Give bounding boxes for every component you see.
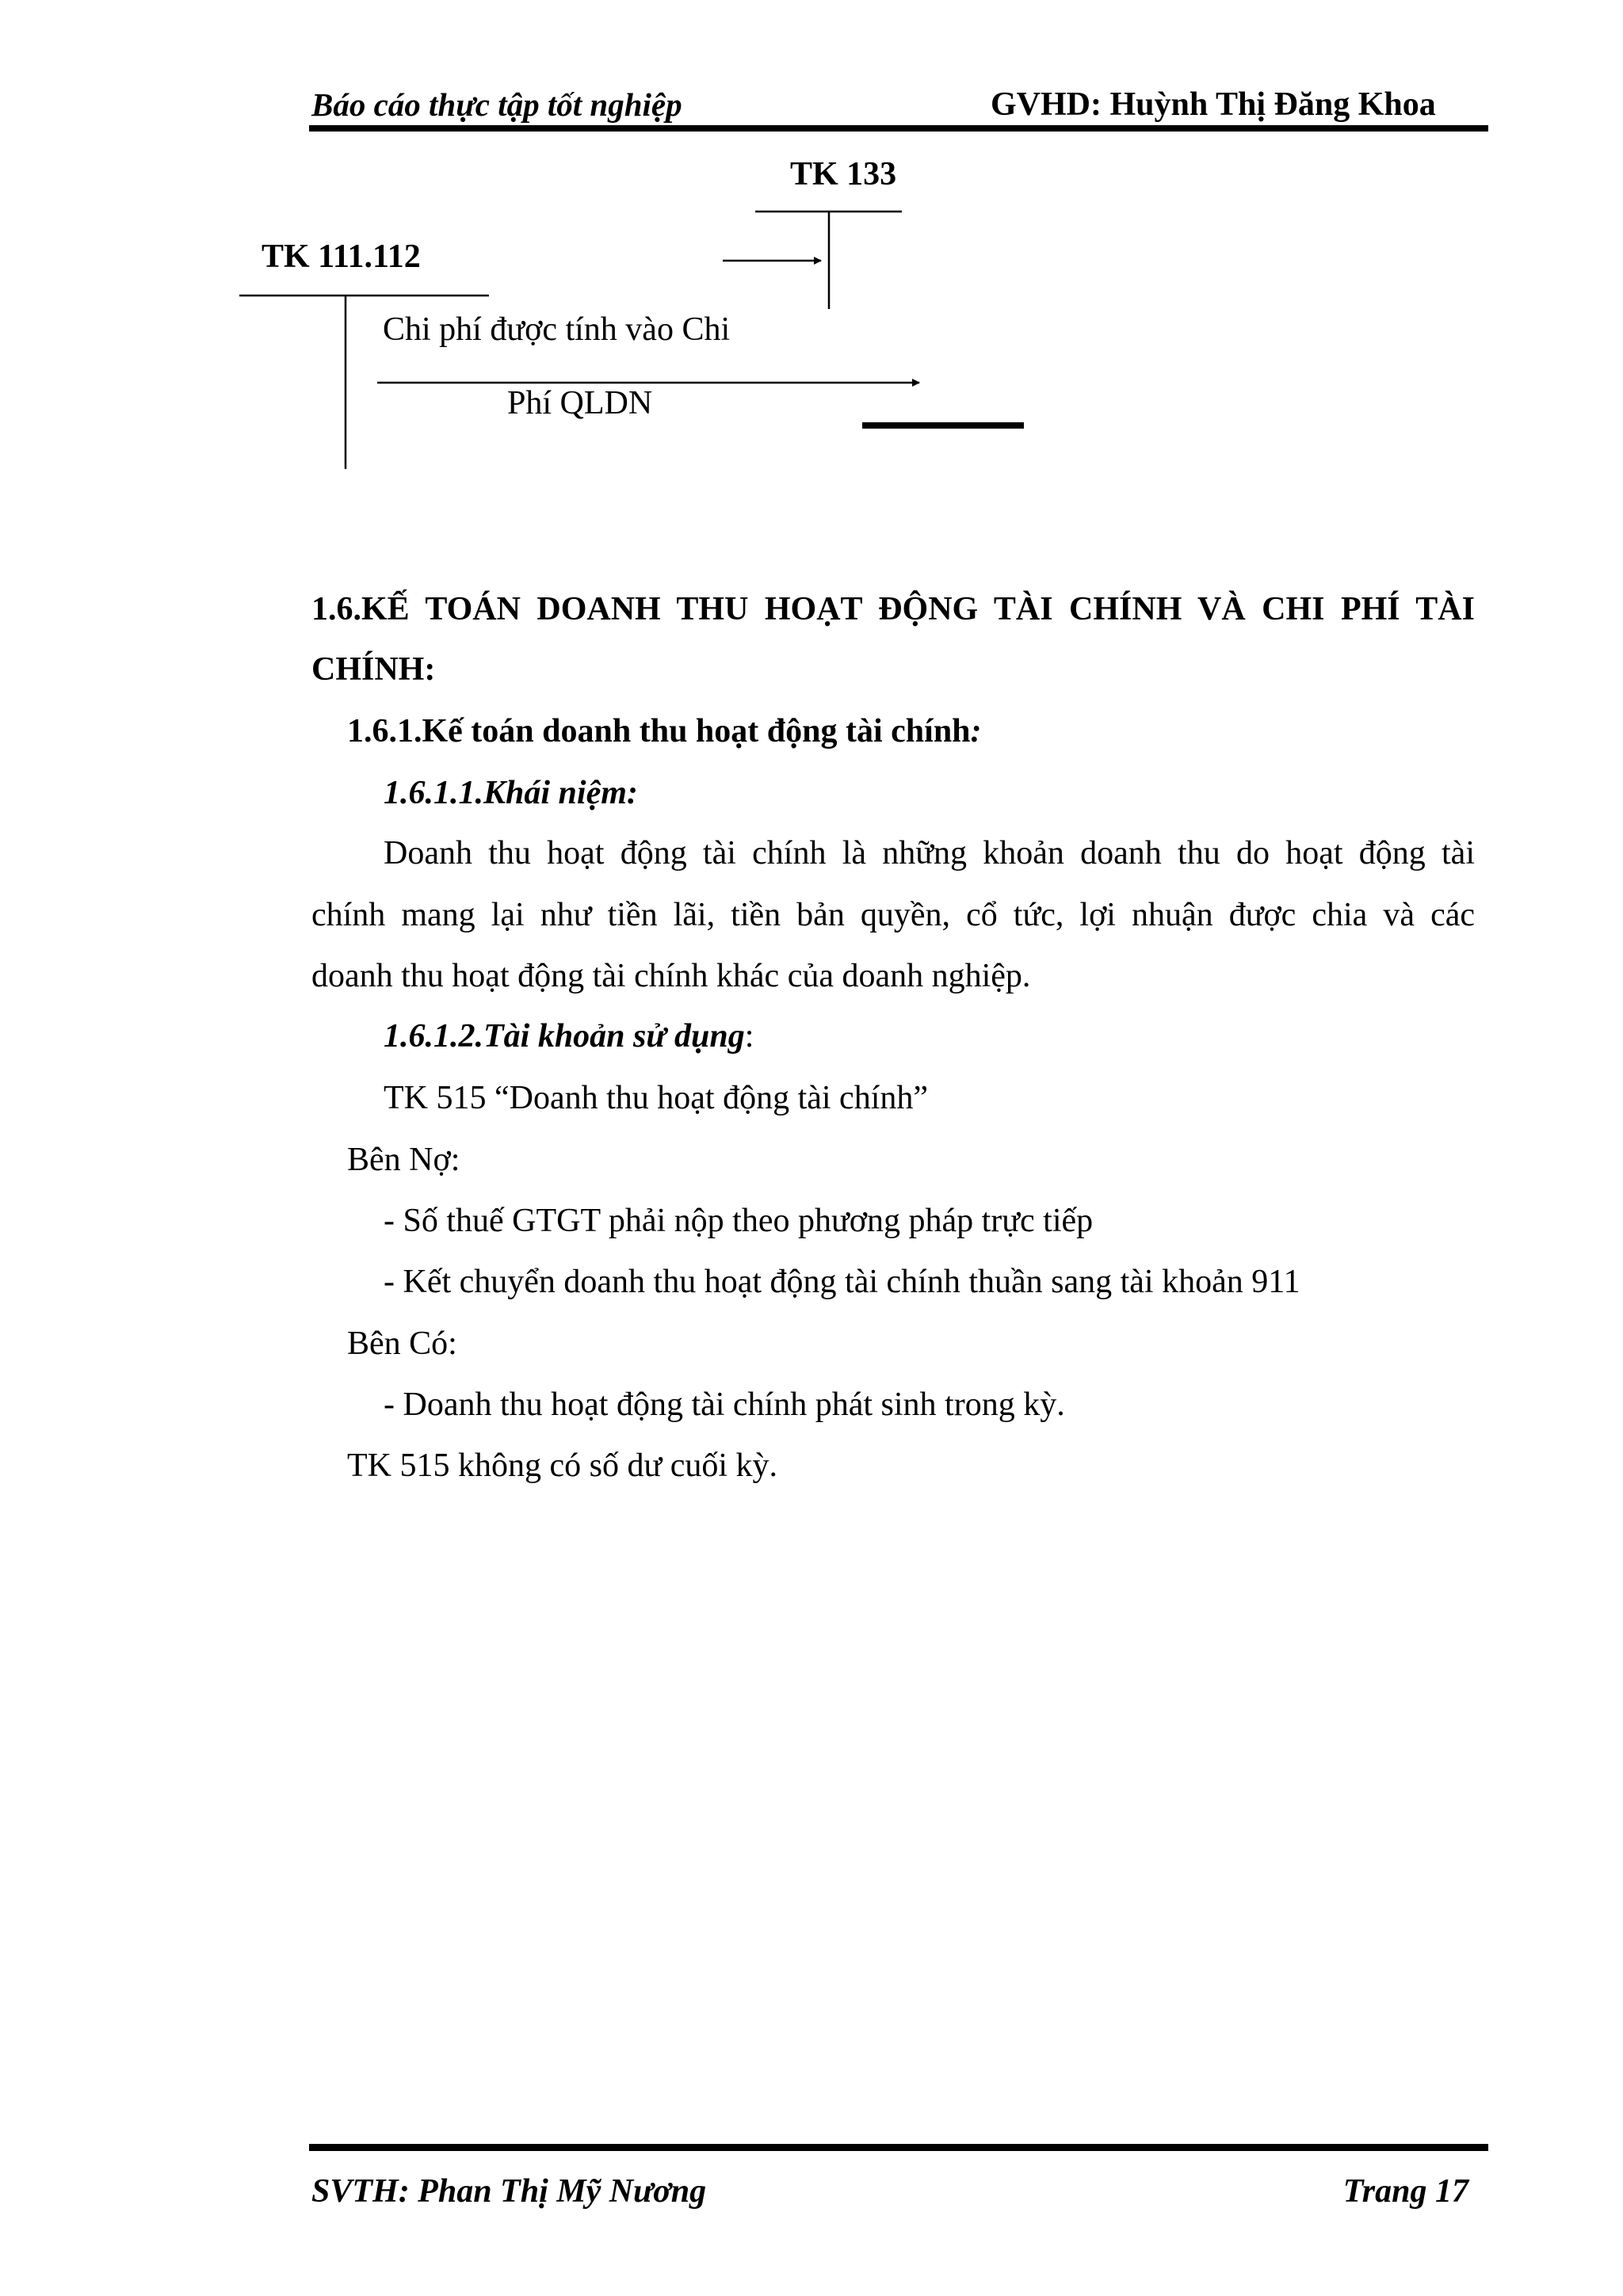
- paragraph-line3: doanh thu hoạt động tài chính khác của doanh nghiệp.: [311, 958, 1031, 994]
- arrow-text-line2: Phí QLDN: [507, 385, 653, 421]
- paragraph-line2: chính mang lại như tiền lãi, tiền bản quyền, cổ tức, lợi nhuận được chia và các: [311, 897, 1475, 933]
- tk133-label: TK 133: [790, 156, 897, 193]
- tk515-title: TK 515 “Doanh thu hoạt động tài chính”: [384, 1080, 929, 1116]
- subsection-1-6-1-2: [384, 1017, 754, 1055]
- subsection-1-6-1-2-colon: :: [744, 1018, 754, 1055]
- tk111-label: TK 111.112: [262, 238, 421, 275]
- ben-co-item-1: - Doanh thu hoạt động tài chính phát sinh trong kỳ.: [384, 1386, 1065, 1423]
- paragraph-line1: Doanh thu hoạt động tài chính là những khoản doanh thu do hoạt động tài: [384, 835, 1475, 871]
- footer-page-number: Trang 17: [1342, 2173, 1468, 2210]
- section-heading-line2: CHÍNH:: [311, 651, 436, 688]
- subsection-1-6-1-1: 1.6.1.1.Khái niệm:: [384, 775, 638, 811]
- subsection-1-6-1: [347, 712, 982, 750]
- ben-no-item-2: - Kết chuyển doanh thu hoạt động tài chính thuần sang tài khoản 911: [384, 1264, 1300, 1300]
- header-right-advisor: GVHD: Huỳnh Thị Đăng Khoa: [991, 86, 1436, 123]
- subsection-1-6-1-2-text: 1.6.1.2.Tài khoản sử dụng: [384, 1018, 745, 1055]
- section-heading-line1: 1.6.KẾ TOÁN DOANH THU HOẠT ĐỘNG TÀI CHÍNH VÀ CHI PHÍ TÀI: [311, 591, 1475, 627]
- footer-student: SVTH: Phan Thị Mỹ Nương: [311, 2173, 707, 2210]
- arrow-text-line1: Chi phí được tính vào Chi: [383, 311, 731, 348]
- footer-rule: [309, 2144, 1488, 2151]
- ben-co-label: Bên Có:: [347, 1325, 457, 1362]
- subsection-1-6-1-text: 1.6.1.Kế toán doanh thu hoạt động tài chính: [347, 713, 971, 749]
- ben-no-item-1: - Số thuế GTGT phải nộp theo phương pháp trực tiếp: [384, 1203, 1094, 1239]
- t-account-diagram: [0, 0, 1623, 555]
- tk515-note: TK 515 không có số dư cuối kỳ.: [347, 1447, 778, 1484]
- ben-no-label: Bên Nợ:: [347, 1142, 460, 1178]
- header-left-title: Báo cáo thực tập tốt nghiệp: [311, 86, 682, 123]
- subsection-1-6-1-colon: :: [970, 713, 982, 749]
